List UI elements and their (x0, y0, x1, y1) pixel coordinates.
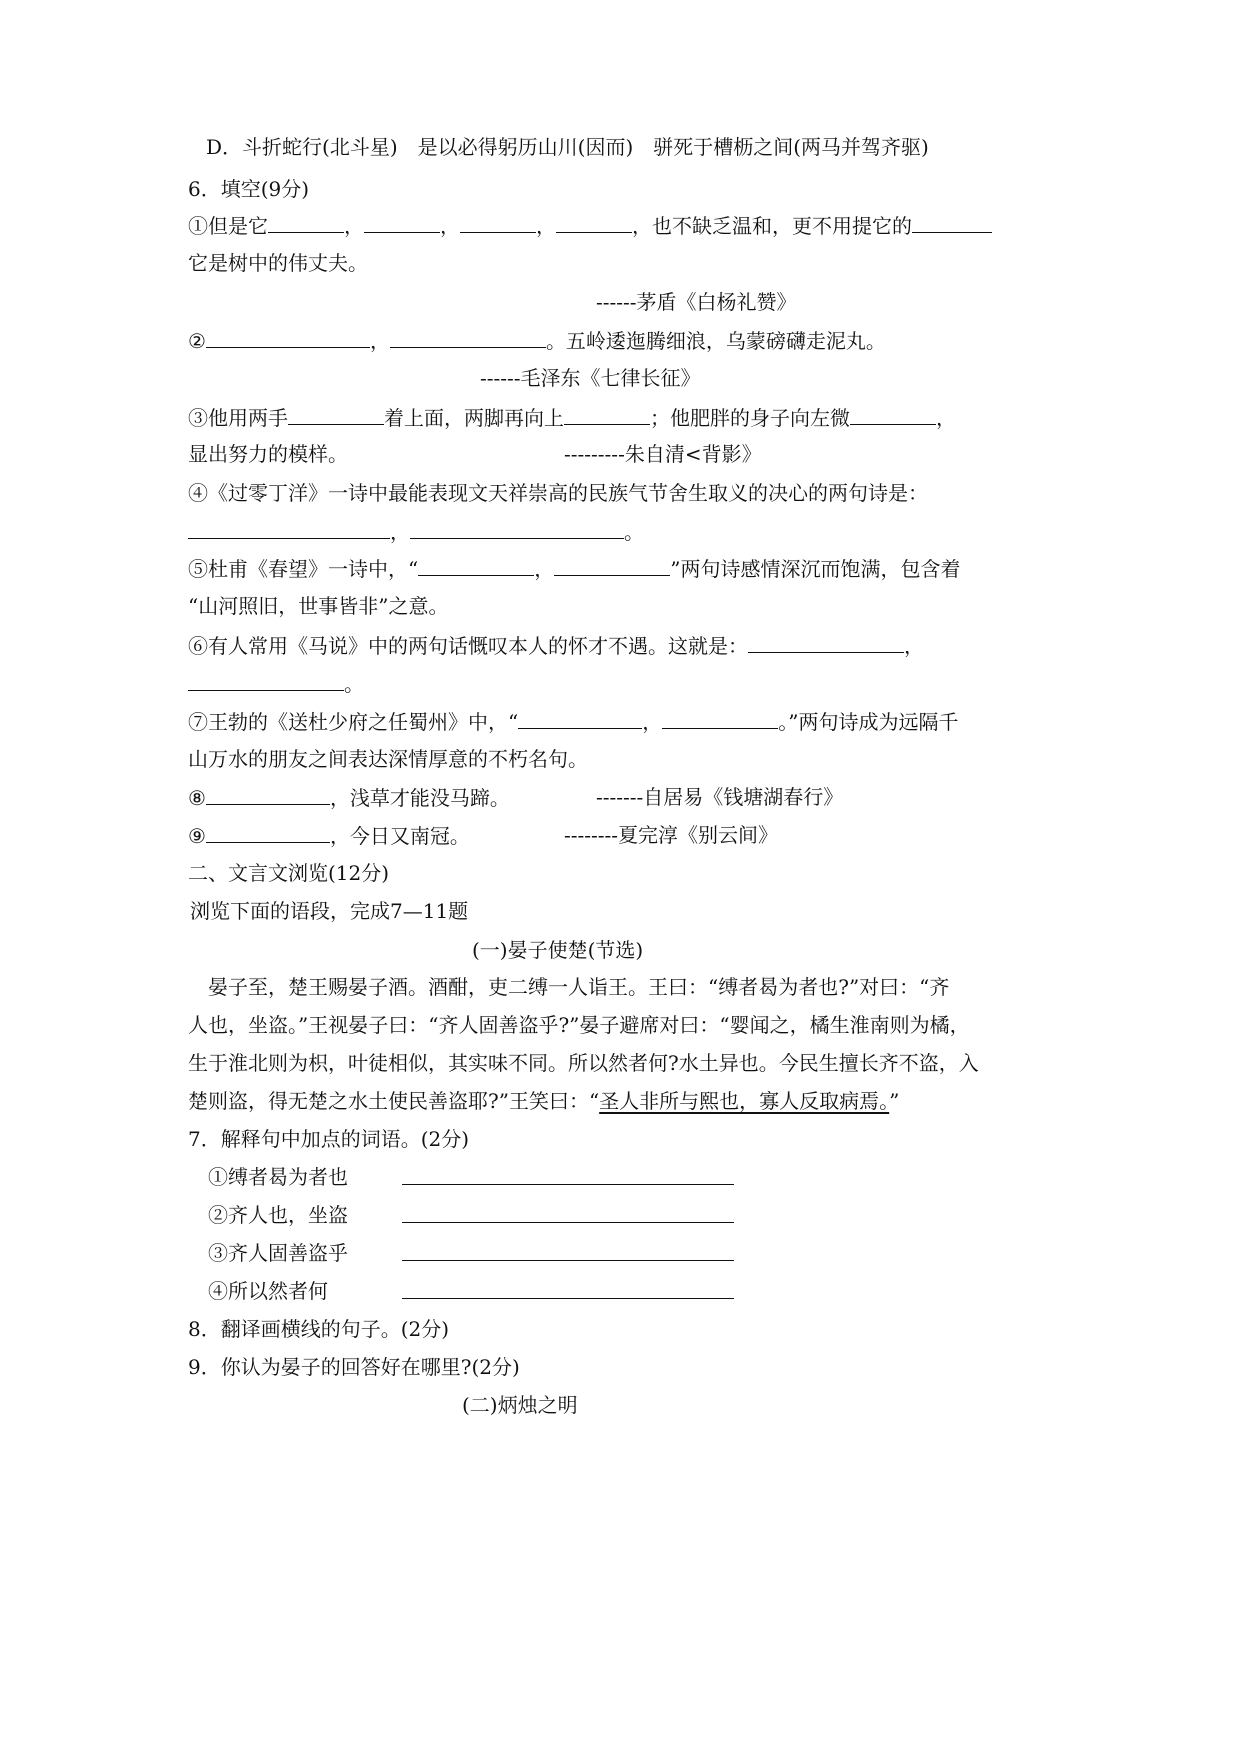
blank[interactable] (554, 555, 670, 576)
q6-item-2: ② ， 。五岭逶迤腾细浪，乌蒙磅礴走泥丸。 (188, 329, 886, 353)
q6-item-7-cont: 山万水的朋友之间表达深情厚意的不朽名句。 (188, 747, 588, 771)
blank[interactable] (188, 518, 390, 539)
blank[interactable] (518, 708, 642, 729)
q6-item-3: ③他用两手 着上面，两脚再向上 ；他肥胖的身子向左微 ， (188, 406, 956, 430)
q6-item-1-source: ------茅盾《白杨礼赞》 (596, 290, 797, 314)
blank[interactable] (418, 555, 534, 576)
q6-item-1: ①但是它 ， ， ， ，也不缺乏温和，更不用提它的 (188, 212, 992, 239)
passage-1-line-1: 晏子至，楚王赐晏子酒。酒酣，吏二缚一人诣王。王曰：“缚者曷为者也?”对曰：“齐 (208, 975, 950, 999)
passage-1-title: (一)晏子使楚(节选) (472, 938, 644, 962)
q6-item-2-source: ------毛泽东《七律长征》 (480, 366, 701, 390)
q7-item-2: ②齐人也，坐盗 (208, 1203, 348, 1227)
blank[interactable] (460, 212, 536, 233)
blank[interactable] (662, 708, 778, 729)
answer-line[interactable] (402, 1240, 734, 1261)
q6-item-3-source: ---------朱自清<背影》 (564, 442, 762, 466)
q6-title: 6．填空(9分) (188, 177, 310, 201)
blank[interactable] (288, 404, 384, 425)
q6-item-7: ⑦王勃的《送杜少府之任蜀州》中，“ ， 。”两句诗成为远隔千 (188, 710, 959, 734)
q8-title: 8．翻译画横线的句子。(2分) (188, 1317, 450, 1341)
blank[interactable] (564, 404, 650, 425)
q6-item-9: ⑨ ，今日又南冠。 (188, 824, 470, 848)
q6-item-8-source: -------自居易《钱塘湖春行》 (596, 785, 844, 809)
q6-item-5-cont: “山河照旧，世事皆非”之意。 (188, 594, 449, 618)
blank[interactable] (390, 327, 546, 348)
q6-item-4-blanks: ， 。 (188, 518, 644, 545)
blank[interactable] (206, 784, 330, 805)
q6-item-9-source: --------夏完淳《别云间》 (564, 823, 779, 847)
q9-title: 9．你认为晏子的回答好在哪里?(2分) (188, 1355, 520, 1379)
q7-title: 7．解释句中加点的词语。(2分) (188, 1127, 470, 1151)
section-2-title: 二、文言文浏览(12分) (188, 861, 390, 885)
blank[interactable] (850, 404, 936, 425)
answer-line[interactable] (402, 1164, 734, 1185)
blank[interactable] (748, 632, 904, 653)
q6-item-6: ⑥有人常用《马说》中的两句话慨叹本人的怀才不遇。这就是： ， (188, 634, 924, 658)
underlined-sentence: 圣人非所与熙也，寡人反取病焉。 (599, 1089, 890, 1113)
q6-item-8: ⑧ ，浅草才能没马蹄。 (188, 786, 510, 810)
section-2-intro: 浏览下面的语段，完成7—11题 (190, 899, 469, 923)
answer-line[interactable] (402, 1202, 734, 1223)
q6-item-6-cont: 。 (188, 670, 364, 697)
q6-item-5: ⑤杜甫《春望》一诗中，“ ， ”两句诗感情深沉而饱满，包含着 (188, 557, 961, 581)
passage-1-line-4: 楚则盗，得无楚之水土使民善盗耶?”王笑曰：“圣人非所与熙也，寡人反取病焉。” (188, 1089, 900, 1113)
blank[interactable] (410, 518, 624, 539)
blank[interactable] (556, 212, 632, 233)
blank[interactable] (912, 212, 992, 233)
answer-line[interactable] (402, 1278, 734, 1299)
passage-1-line-2: 人也，坐盗。”王视晏子曰：“齐人固善盗乎?”晏子避席对曰：“婴闻之，橘生淮南则为橘， (188, 1013, 970, 1037)
blank[interactable] (364, 212, 440, 233)
blank[interactable] (188, 670, 344, 691)
blank[interactable] (206, 327, 370, 348)
passage-1-line-3: 生于淮北则为枳，叶徒相似，其实味不同。所以然者何?水土异也。今民生擅长齐不盗，入 (188, 1051, 979, 1075)
q7-item-3: ③齐人固善盗乎 (208, 1241, 348, 1265)
q7-item-1: ①缚者曷为者也 (208, 1165, 348, 1189)
q6-item-1-cont: 它是树中的伟丈夫。 (188, 251, 368, 275)
q5-option-d: D．斗折蛇行(北斗星) 是以必得躬历山川(因而) 骈死于槽枥之间(两马并驾齐驱) (206, 135, 929, 159)
passage-2-title: (二)炳烛之明 (462, 1393, 578, 1417)
blank[interactable] (206, 822, 330, 843)
q6-item-4: ④《过零丁洋》一诗中最能表现文天祥崇高的民族气节舍生取义的决心的两句诗是： (188, 481, 928, 505)
q6-item-3-cont: 显出努力的模样。 (188, 442, 348, 466)
blank[interactable] (268, 212, 344, 233)
q7-item-4: ④所以然者何 (208, 1279, 328, 1303)
